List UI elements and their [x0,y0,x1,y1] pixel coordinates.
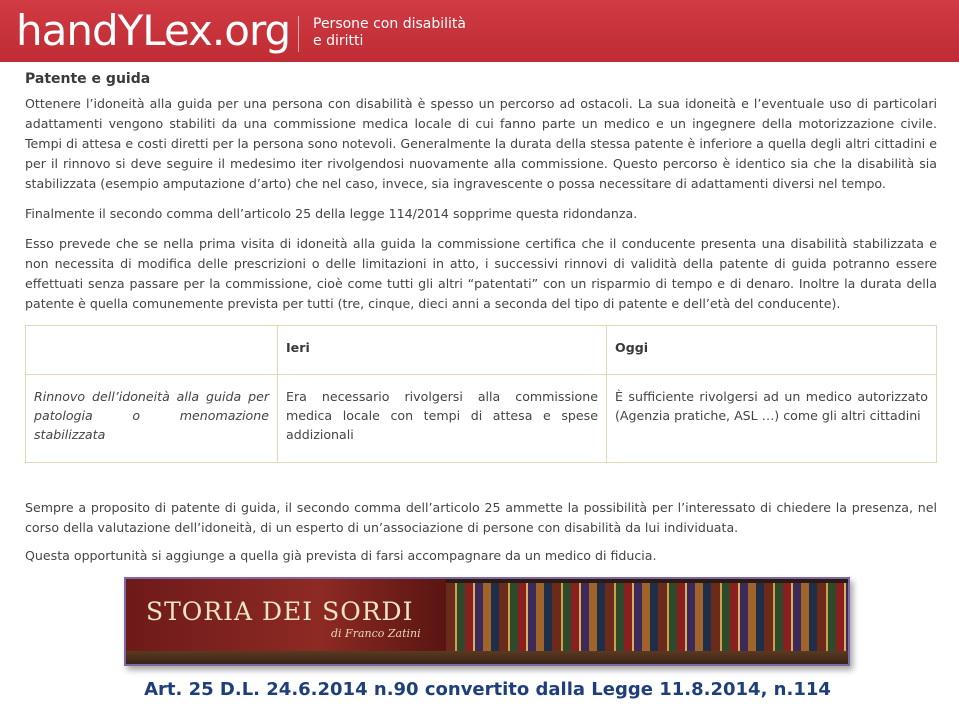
article-body [25,70,937,324]
shelf-board [126,651,848,664]
site-logo[interactable]: handYLex.org [16,6,291,55]
table-header-ieri: Ieri [278,326,607,375]
site-header [0,0,959,62]
article-paragraph: Ottenere l’idoneità alla guida per una persona con disabilità è spesso un percorso ad ostacoli. La sua idoneità e l’eventuale uso di particolari adattamenti vengono stabiliti da una commissione medica locale di cui fanno parte un medico e un ingegnere della motorizzazione civile. Tempi di attesa e costi diretti per la persona sono notevoli. Generalmente la durata della stessa patente è inferiore a quella degli altri cittadini e per il rinnovo si deve seguire il medesimo iter rivolgendosi nuovamente alla commissione. Questo percorso è identico sia che la disabilità sia stabilizzata (esempio amputazione d’arto) che nel caso, invece, sia ingravescente o possa necessitare di adattamenti diversi nel tempo. [25,96,937,191]
table-cell-oggi: È sufficiente rivolgersi ad un medico autorizzato (Agenzia pratiche, ASL …) come gli altri cittadini [607,375,937,463]
logo-divider [298,16,299,52]
table-header-row [26,326,937,375]
site-tagline [313,16,513,50]
table-header-cell [26,326,278,375]
table-cell-ieri: Era necessario rivolgersi alla commissione medica locale con tempi di attesa e spese addizionali [278,375,607,463]
article-continuation [25,498,937,574]
table-row [26,375,937,463]
banner-subtitle: di Franco Zatini [331,627,421,640]
storia-dei-sordi-banner[interactable] [124,577,850,666]
article-paragraph: Finalmente il secondo comma dell’articolo 25 della legge 114/2014 sopprime questa ridondanza. [25,206,638,221]
article-title: Patente e guida [25,71,151,87]
article-paragraph: Questa opportunità si aggiunge a quella già prevista di farsi accompagnare da un medico di fiducia. [25,548,657,563]
tagline-line-2: e diritti [313,33,364,49]
law-caption: Art. 25 D.L. 24.6.2014 n.90 convertito dalla Legge 11.8.2014, n.114 [144,679,831,700]
table-header-oggi: Oggi [607,326,937,375]
article-paragraph: Sempre a proposito di patente di guida, il secondo comma dell’articolo 25 ammette la possibilità per l’interessato di chiedere la presenza, nel corso della valutazione dell’idoneità, di un esperto di un’associazione di persone con disabilità da lui individuata. [25,500,937,535]
banner-title: STORIA DEI SORDI [146,597,414,626]
tagline-line-1: Persone con disabilità [313,16,466,32]
bookshelf-image [446,583,848,660]
table-cell-topic: Rinnovo dell’idoneità alla guida per patologia o menomazione stabilizzata [26,375,278,463]
comparison-table [25,325,937,463]
article-paragraph: Esso prevede che se nella prima visita di idoneità alla guida la commissione certifica che il conducente presenta una disabilità stabilizzata e non necessita di modifica delle prescrizioni o delle limitazioni in atto, i successivi rinnovi di validità della patente di guida potranno essere effettuati senza passare per la commissione, cioè come tutti gli altri “patentati” con un risparmio di tempo e di denaro. Inoltre la durata della patente è quella comunemente prevista per tutti (tre, cinque, dieci anni a seconda del tipo di patente e dell’età del conducente). [25,236,937,311]
